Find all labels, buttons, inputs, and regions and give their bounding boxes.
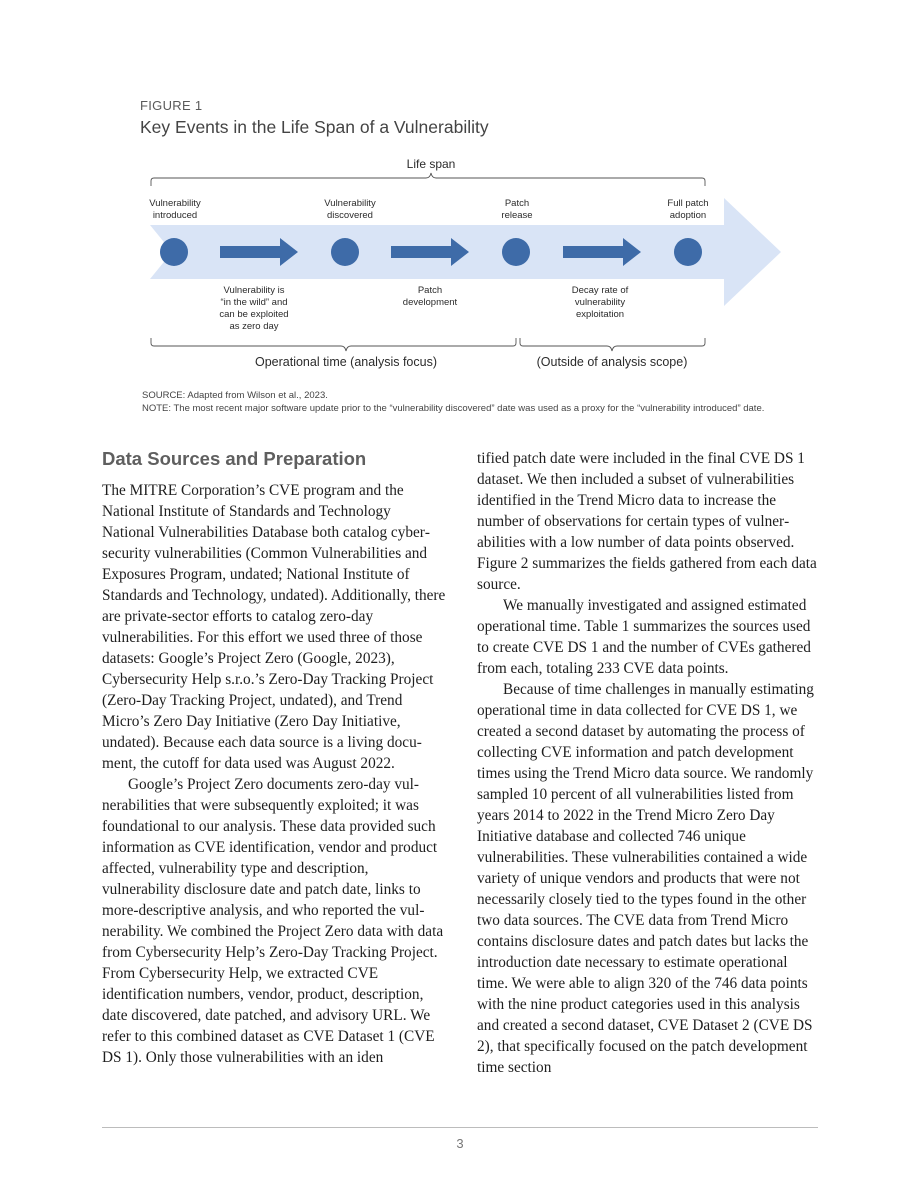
svg-text:Full patch: Full patch [667, 198, 709, 209]
life-span-label: Life span [406, 157, 456, 171]
figure-note: NOTE: The most recent major software update prior to the “vulnerability discovered” date was used as a proxy for the “vulnerability introduced” date. [142, 403, 765, 414]
phase-label-patch-development [403, 285, 458, 308]
svg-text:release: release [501, 210, 533, 221]
section-heading: Data Sources and Preparation [102, 448, 367, 469]
svg-text:Decay rate of: Decay rate of [571, 285, 629, 296]
event-node-introduced [160, 238, 188, 266]
svg-text:introduced: introduced [152, 210, 198, 221]
svg-text:Patch: Patch [504, 198, 530, 209]
paragraph: Because of time challenges in manually estimating operational time in data collected for CVE DS 1, we created a second dataset by automating the process of collecting CVE information and patch development times using the Trend Micro data source. We randomly sampled 10 percent of all vulnerabilities listed from years 2014 to 2022 in the Trend Micro Zero Day Initiative database and collected 746 unique vulnerabilities. These vulnerabilities contained a wide variety of unique vendors and products that were not necessarily closely tied to the types found in the other two data sources. The CVE data from Trend Micro contains disclosure dates and patch dates but lacks the introduction date necessary to estimate operational time. We were able to align 320 of the 746 data points with the nine product categories used in this analysis and created a second dataset, CVE Dataset 2 (CVE DS 2), that specifically focused on the patch development time section [477, 681, 814, 1076]
outside-scope-bracket [520, 338, 705, 351]
svg-text:development: development [402, 297, 458, 308]
svg-text:as zero day: as zero day [229, 321, 279, 332]
svg-text:can be exploited: can be exploited [219, 309, 289, 320]
svg-text:Vulnerability is: Vulnerability is [223, 285, 285, 296]
operational-time-bracket [151, 338, 516, 351]
outside-scope-label: (Outside of analysis scope) [536, 355, 688, 369]
event-node-full-patch [674, 238, 702, 266]
event-label-introduced [149, 198, 201, 221]
event-node-discovered [331, 238, 359, 266]
svg-text:“in the wild” and: “in the wild” and [220, 297, 288, 308]
event-node-patch-release [502, 238, 530, 266]
life-span-diagram [0, 150, 920, 390]
event-label-discovered [324, 198, 376, 221]
paragraph: The MITRE Corporation’s CVE program and the National Institute of Standards and Technology National Vulnerabilities Database both catalog cybersecurity vulnerabilities (Common Vulnerabilities and Exposures Program, undated; National Institute of Standards and Technology, undated). Additionally, there are private-sector efforts to catalog zero-day vulnerabilities. For this effort we used three of those datasets: Google’s Project Zero (Google, 2023), Cybersecurity Help s.r.o.’s Zero-Day Tracking Project (Zero-Day Tracking Project, undated), and Trend Micro’s Zero Day Initiative (Zero Day Initiative, undated). Because each data source is a living document, the cutoff for data used was August 2022. [102, 482, 446, 772]
svg-text:discovered: discovered [327, 210, 373, 221]
page-number: 3 [456, 1136, 464, 1151]
svg-text:Vulnerability: Vulnerability [149, 198, 201, 209]
footer-divider [102, 1127, 818, 1128]
svg-text:Patch: Patch [417, 285, 443, 296]
svg-text:adoption: adoption [669, 210, 707, 221]
operational-time-label: Operational time (analysis focus) [254, 355, 438, 369]
figure-source: SOURCE: Adapted from Wilson et al., 2023. [142, 390, 328, 401]
paragraph: tified patch date were included in the final CVE DS 1 dataset. We then included a subset of vulnerabilities identified in the Trend Micro data to increase the number of observations for certain types of vulnerabilities with a low number of data points observed. Figure 2 summarizes the fields gathered from each data source. [477, 450, 817, 593]
svg-text:vulnerability: vulnerability [574, 297, 626, 308]
life-span-bracket [151, 173, 705, 186]
phase-label-in-the-wild [219, 285, 288, 332]
svg-text:Vulnerability: Vulnerability [324, 198, 376, 209]
event-label-patch-release [501, 198, 532, 221]
body-column-right [477, 448, 822, 1078]
event-label-full-patch [667, 198, 708, 221]
phase-label-decay [572, 285, 629, 320]
paragraph: Google’s Project Zero documents zero-day vulnerabilities that were subsequently exploited; it was foundational to our analysis. These data provided such information as CVE identification, vendor and product affected, vulnerability type and description, vulnerability disclosure date and patch date, links to more-descriptive analysis, and who reported the vulnerability. We combined the Project Zero data with data from Cybersecurity Help’s Zero-Day Tracking Project. From Cybersecurity Help, we extracted CVE identification numbers, vendor, product, description, date discovered, date patched, and advisory URL. We refer to this combined dataset as CVE Dataset 1 (CVE DS 1). Only those vulnerabilities with an iden [102, 776, 444, 1066]
body-column-left [102, 480, 447, 1068]
paragraph: We manually investigated and assigned estimated operational time. Table 1 summarizes the sources used to create CVE DS 1 and the number of CVEs gathered from each, totaling 233 CVE data points. [477, 597, 811, 677]
svg-text:exploitation: exploitation [575, 309, 625, 320]
figure-title: Key Events in the Life Span of a Vulnerability [140, 117, 489, 137]
figure-label: FIGURE 1 [140, 98, 203, 113]
